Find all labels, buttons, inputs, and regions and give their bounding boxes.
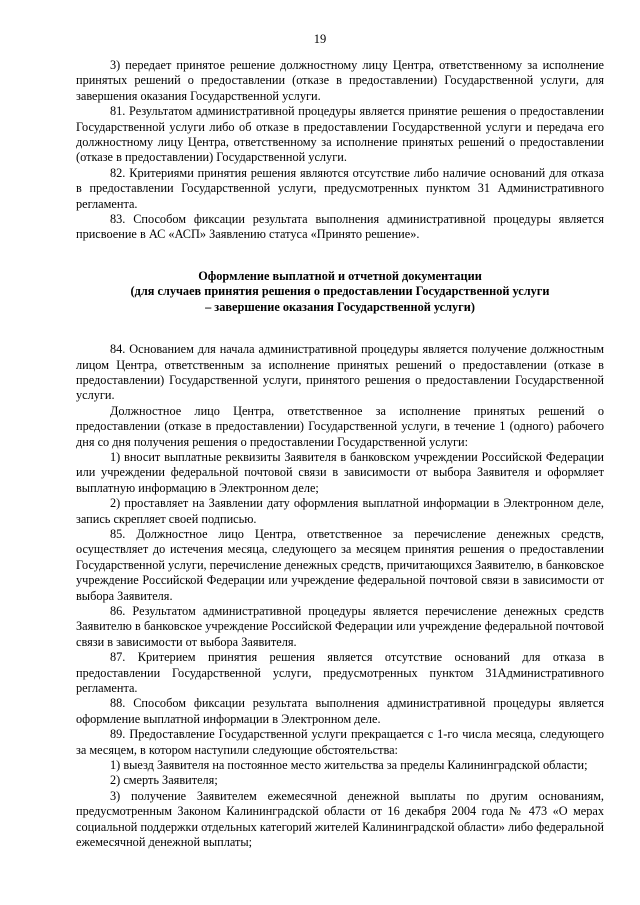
paragraph-87: 87. Критерием принятия решения является отсутствие оснований для отказа в предоставлении Государственной услуги, предусмотренных пунктом 31Административного регламента.	[76, 650, 604, 696]
section-heading-line-2: (для случаев принятия решения о предоставлении Государственной услуги	[130, 284, 550, 299]
paragraph-89-item-2: 2) смерть Заявителя;	[110, 773, 218, 788]
document-body	[76, 58, 604, 851]
paragraph-84: 84. Основанием для начала административной процедуры является получение должностным лицом Центра, ответственным за исполнение принятых решений о предоставлении (отказе в предоставлении) Государственной услуги, принятого решения о предоставлении Государственной услуги.	[76, 342, 604, 403]
paragraph-81: 81. Результатом административной процедуры является принятие решения о предоставлении Государственной услуги либо об отказе в предоставлении Государственной услуги и передача его должностному лицу Центра, ответственному за исполнение принятых решений о предоставлении (отказе в предоставлении) Государственной услуги.	[76, 104, 604, 165]
paragraph-86: 86. Результатом административной процедуры является перечисление денежных средств Заявителю в банковское учреждение Российской Федерации или учреждение федеральной почтовой связи в зависимости от выбора Заявителя.	[76, 604, 604, 649]
paragraph-89: 89. Предоставление Государственной услуги прекращается с 1-го числа месяца, следующего за месяцем, в котором наступили следующие обстоятельства:	[76, 727, 604, 757]
paragraph-82: 82. Критериями принятия решения являются отсутствие либо наличие оснований для отказа в предоставлении Государственной услуги, предусмотренных пунктом 31 Административного регламента.	[76, 165, 604, 211]
paragraph-item-1: 1) вносит выплатные реквизиты Заявителя в банковском учреждении Российской Федерации или учреждении федеральной почтовой связи в зависимости от выбора Заявителя и оформляет выплатную информацию в Электронном деле;	[76, 449, 604, 495]
section-heading-line-3: – завершение оказания Государственной услуги)	[205, 299, 475, 314]
paragraph-88: 88. Способом фиксации результата выполнения административной процедуры является оформление выплатной информации в Электронном деле.	[76, 696, 604, 726]
paragraph-item-2: 2) проставляет на Заявлении дату оформления выплатной информации в Электронном деле, запись скрепляет своей подписью.	[76, 496, 604, 526]
section-heading	[76, 269, 604, 315]
paragraph-89-item-1: 1) выезд Заявителя на постоянное место жительства за пределы Калининградской области;	[110, 758, 588, 773]
section-heading-line-1: Оформление выплатной и отчетной документации	[198, 268, 482, 283]
paragraph-85: 85. Должностное лицо Центра, ответственное за перечисление денежных средств, осуществляет до истечения месяца, следующего за месяцем принятия решения о предоставлении Государственной услуги, перечисление денежных средств, причитающихся Заявителю, в банковское учреждение Российской Федерации или учреждение федеральной почтовой связи в зависимости от выбора Заявителя.	[76, 526, 604, 603]
spacer	[76, 315, 604, 342]
paragraph-responsible-official: Должностное лицо Центра, ответственное за исполнение принятых решений о предоставлении (отказе в предоставлении) Государственной услуги, в течение 1 (одного) рабочего дня со дня получения решения о предоставлении Государственной услуги:	[76, 403, 604, 449]
spacer	[76, 243, 604, 269]
page-number: 19	[313, 32, 327, 46]
paragraph-item-3: 3) передает принятое решение должностному лицу Центра, ответственному за исполнение принятых решений о предоставлении (отказе в предоставлении) Государственной услуги, для завершения оказания Государственной услуги.	[76, 58, 604, 103]
paragraph-89-item-3: 3) получение Заявителем ежемесячной денежной выплаты по другим основаниям, предусмотренным Законом Калининградской области от 16 декабря 2004 года № 473 «О мерах социальной поддержки отдельных категорий жителей Калининградской области» либо федеральной ежемесячной денежной выплаты;	[76, 788, 604, 850]
paragraph-83: 83. Способом фиксации результата выполнения административной процедуры является присвоение в АС «АСП» Заявлению статуса «Принято решение».	[76, 212, 604, 242]
